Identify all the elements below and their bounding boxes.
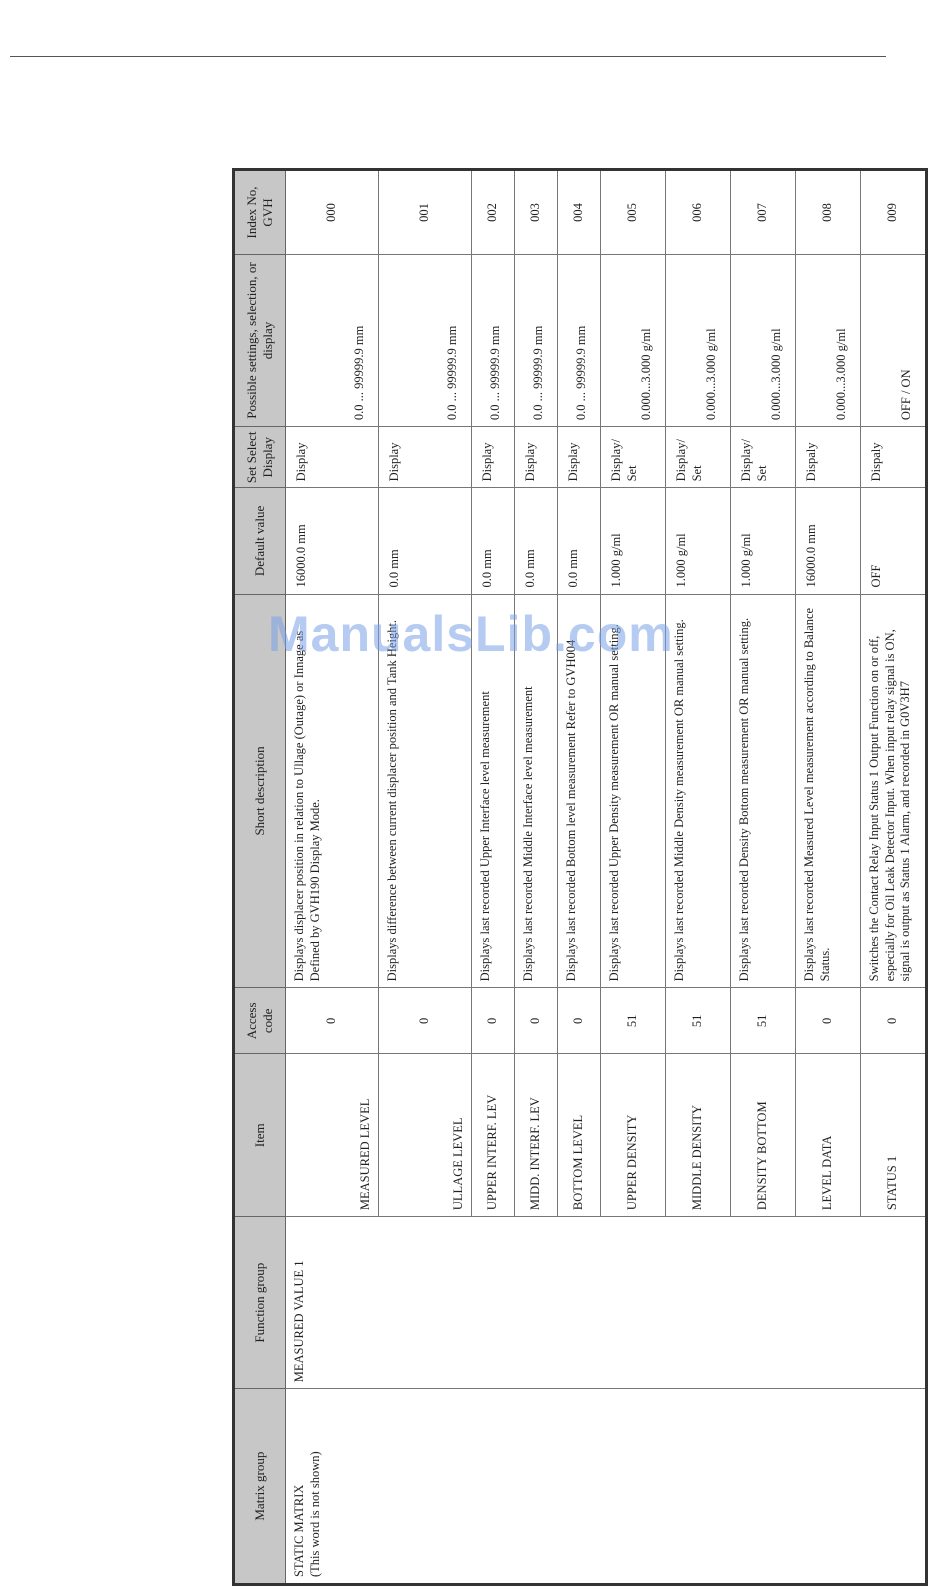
set-select-cell: Dispaly <box>861 427 927 488</box>
description-cell: Displays last recorded Upper Density measurement OR manual setting. <box>601 594 666 988</box>
access-code-cell: 0 <box>472 988 515 1054</box>
possible-settings-cell: 0.0 ... 99999.9 mm <box>379 254 472 426</box>
description-cell: Displays last recorded Middle Interface level measurement <box>515 594 558 988</box>
access-code-cell: 51 <box>601 988 666 1054</box>
header-set-select-display: Set Select Display <box>234 427 286 488</box>
default-value-cell: 0.0 mm <box>558 488 601 594</box>
default-value-cell: 0.0 mm <box>472 488 515 594</box>
possible-settings-cell: 0.000...3.000 g/ml <box>731 254 796 426</box>
parameter-matrix-table <box>232 168 928 1586</box>
access-code-cell: 0 <box>379 988 472 1054</box>
possible-settings-cell: 0.0 ... 99999.9 mm <box>286 254 379 426</box>
function-group-cell: MEASURED VALUE 1 <box>286 1217 927 1389</box>
top-rule <box>10 56 886 57</box>
description-cell: Displays last recorded Density Bottom measurement OR manual setting. <box>731 594 796 988</box>
possible-settings-cell: OFF / ON <box>861 254 927 426</box>
default-value-cell: 1.000 g/ml <box>731 488 796 594</box>
item-cell: MIDDLE DENSITY <box>666 1054 731 1217</box>
access-code-cell: 51 <box>666 988 731 1054</box>
possible-settings-cell: 0.000...3.000 g/ml <box>796 254 861 426</box>
access-code-cell: 0 <box>286 988 379 1054</box>
rotated-table <box>232 168 914 1586</box>
header-access-code: Access code <box>234 988 286 1054</box>
access-code-cell: 0 <box>796 988 861 1054</box>
default-value-cell: OFF <box>861 488 927 594</box>
description-cell: Switches the Contact Relay Input Status 1 Output Function on or off, especially for Oil Leak Detector Input. When input relay signal is ON, signal is output as Status 1 Alarm, and recorded in G0V3H7 <box>861 594 927 988</box>
set-select-cell: Display <box>379 427 472 488</box>
possible-settings-cell: 0.0 ... 99999.9 mm <box>515 254 558 426</box>
header-item: Item <box>234 1054 286 1217</box>
description-cell: Displays last recorded Measured Level measurement according to Balance Status. <box>796 594 861 988</box>
index-cell: 008 <box>796 170 861 255</box>
index-cell: 007 <box>731 170 796 255</box>
matrix-group-label: STATIC MATRIX <box>292 1484 306 1577</box>
default-value-cell: 0.0 mm <box>515 488 558 594</box>
description-cell: Displays last recorded Upper Interface level measurement <box>472 594 515 988</box>
set-select-cell: Display/ Set <box>666 427 731 488</box>
access-code-cell: 0 <box>515 988 558 1054</box>
default-value-cell: 16000.0 mm <box>286 488 379 594</box>
access-code-cell: 51 <box>731 988 796 1054</box>
header-short-description: Short description <box>234 594 286 988</box>
header-row <box>234 170 286 1585</box>
set-select-cell: Display <box>472 427 515 488</box>
index-cell: 001 <box>379 170 472 255</box>
header-default-value: Default value <box>234 488 286 594</box>
description-cell: Displays difference between current displacer position and Tank Height. <box>379 594 472 988</box>
item-cell: DENSITY BOTTOM <box>731 1054 796 1217</box>
header-possible-settings: Possible settings, selection, or display <box>234 254 286 426</box>
item-cell: UPPER DENSITY <box>601 1054 666 1217</box>
set-select-cell: Display <box>515 427 558 488</box>
default-value-cell: 1.000 g/ml <box>666 488 731 594</box>
item-cell: MIDD. INTERF. LEV <box>515 1054 558 1217</box>
default-value-cell: 1.000 g/ml <box>601 488 666 594</box>
header-matrix-group: Matrix group <box>234 1389 286 1585</box>
index-cell: 005 <box>601 170 666 255</box>
set-select-cell: Dispaly <box>796 427 861 488</box>
index-cell: 002 <box>472 170 515 255</box>
index-cell: 006 <box>666 170 731 255</box>
description-cell: Displays last recorded Bottom level measurement Refer to GVH004 <box>558 594 601 988</box>
set-select-cell: Display <box>558 427 601 488</box>
access-code-cell: 0 <box>861 988 927 1054</box>
set-select-cell: Display/ Set <box>601 427 666 488</box>
watermark: ManualsLib.com <box>268 606 674 662</box>
index-cell: 004 <box>558 170 601 255</box>
default-value-cell: 16000.0 mm <box>796 488 861 594</box>
set-select-cell: Display/ Set <box>731 427 796 488</box>
table-row <box>286 170 379 1585</box>
item-cell: ULLAGE LEVEL <box>379 1054 472 1217</box>
header-function-group: Function group <box>234 1217 286 1389</box>
header-index-no: Index No, GVH <box>234 170 286 255</box>
item-cell: UPPER INTERF. LEV <box>472 1054 515 1217</box>
item-cell: BOTTOM LEVEL <box>558 1054 601 1217</box>
index-cell: 009 <box>861 170 927 255</box>
item-cell: LEVEL DATA <box>796 1054 861 1217</box>
possible-settings-cell: 0.0 ... 99999.9 mm <box>558 254 601 426</box>
possible-settings-cell: 0.000...3.000 g/ml <box>601 254 666 426</box>
description-cell: Displays last recorded Middle Density measurement OR manual setting. <box>666 594 731 988</box>
index-cell: 003 <box>515 170 558 255</box>
set-select-cell: Display <box>286 427 379 488</box>
possible-settings-cell: 0.000...3.000 g/ml <box>666 254 731 426</box>
item-cell: MEASURED LEVEL <box>286 1054 379 1217</box>
default-value-cell: 0.0 mm <box>379 488 472 594</box>
rotated-table-frame <box>232 166 914 1586</box>
index-cell: 000 <box>286 170 379 255</box>
matrix-group-note: (This word is not shown) <box>307 1451 322 1577</box>
description-cell: Displays displacer position in relation to Ullage (Outage) or Innage as Defined by GVH190 Display Mode. <box>286 594 379 988</box>
matrix-group-cell <box>286 1389 927 1585</box>
item-cell: STATUS 1 <box>861 1054 927 1217</box>
access-code-cell: 0 <box>558 988 601 1054</box>
possible-settings-cell: 0.0 ... 99999.9 mm <box>472 254 515 426</box>
